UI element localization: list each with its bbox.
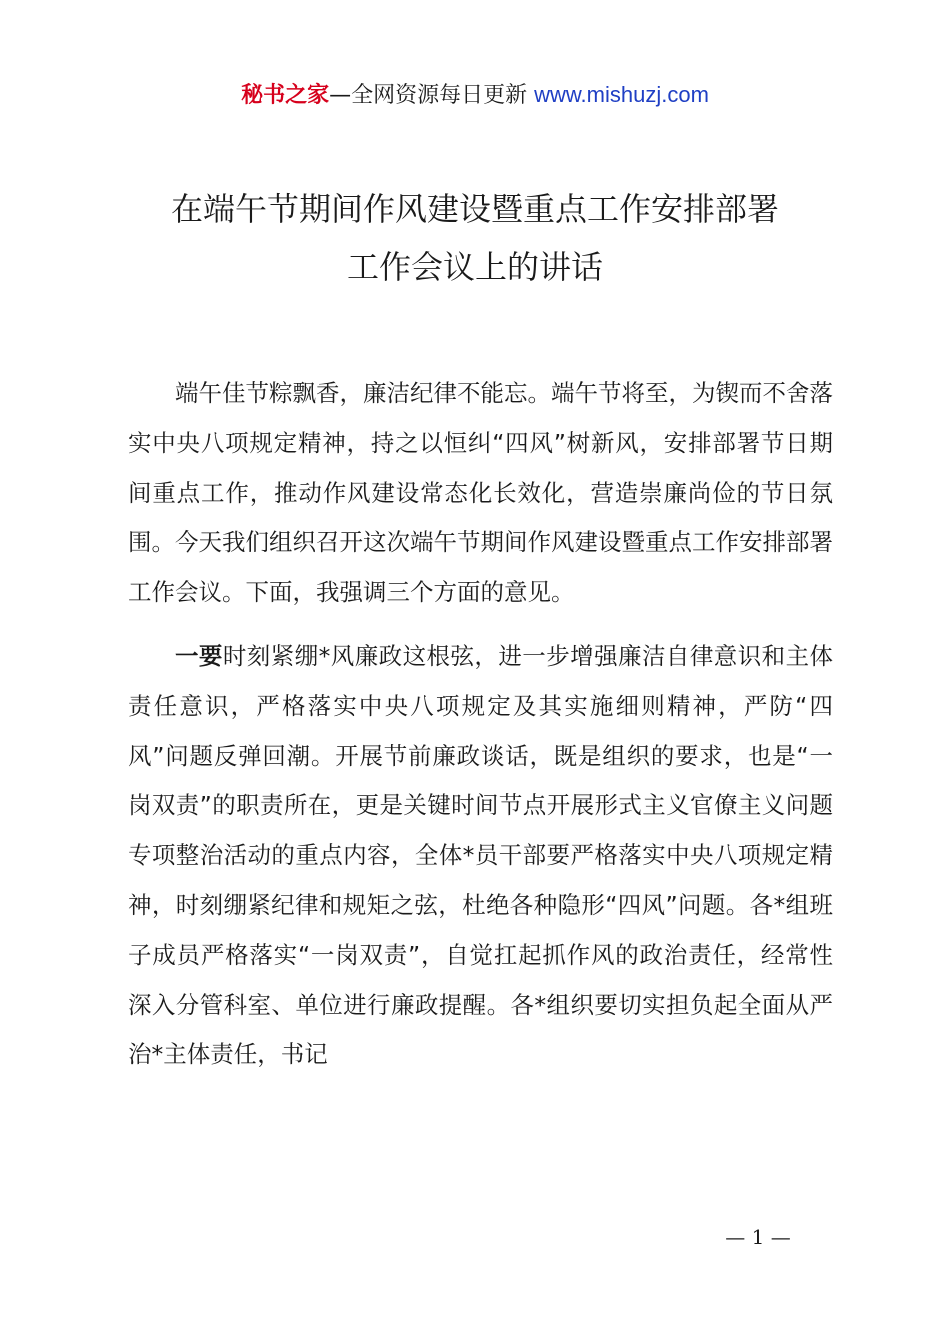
document-title bbox=[0, 180, 950, 296]
title-line-2: 工作会议上的讲话 bbox=[346, 248, 603, 286]
site-url[interactable]: www.mishuzj.com bbox=[534, 82, 709, 107]
paragraph-intro: 端午佳节粽飘香，廉洁纪律不能忘。端午节将至，为锲而不舍落实中央八项规定精神，持之以恒纠“四风”树新风，安排部署节日期间重点工作，推动作风建设常态化长效化，营造崇廉尚俭的节日氛围。今天我们组织召开这次端午节期间作风建设暨重点工作安排部署工作会议。下面，我强调三个方面的意见。 bbox=[128, 379, 833, 607]
site-header bbox=[0, 78, 950, 113]
paragraph-first-point-text: 时刻紧绷*风廉政这根弦，进一步增强廉洁自律意识和主体责任意识，严格落实中央八项规定及其实施细则精神，严防“四风”问题反弹回潮。开展节前廉政谈话，既是组织的要求，也是“一岗双责”的职责所在，更是关键时间节点开展形式主义官僚主义问题专项整治活动的重点内容，全体*员干部要严格落实中央八项规定精神，时刻绷紧纪律和规矩之弦，杜绝各种隐形“四风”问题。各*组班子成员严格落实“一岗双责”，自觉扛起抓作风的政治责任，经常性深入分管科室、单位进行廉政提醒。各*组织要切实担负起全面从严治*主体责任，书记 bbox=[128, 641, 834, 1069]
title-line-1: 在端午节期间作风建设暨重点工作安排部署 bbox=[170, 190, 779, 228]
paragraph-lead: 一要 bbox=[175, 641, 223, 670]
document-body bbox=[128, 369, 833, 1080]
page-number: — 1 — bbox=[725, 1225, 791, 1249]
paragraph-first-point bbox=[128, 632, 833, 1080]
site-tagline: —全网资源每日更新 bbox=[329, 83, 528, 108]
site-brand: 秘书之家 bbox=[241, 83, 330, 108]
